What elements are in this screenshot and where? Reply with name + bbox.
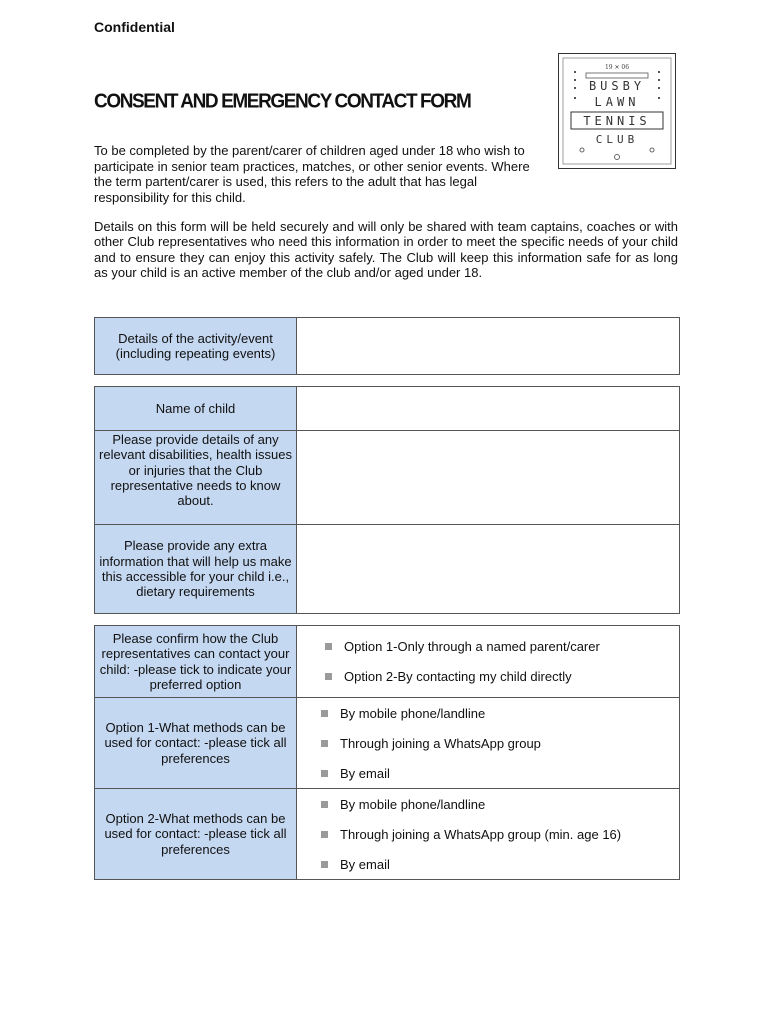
- disabilities-label: Please provide details of any relevant disabilities, health issues or injuries that the Club representative needs to know about.: [95, 431, 297, 525]
- logo-line-2: LAWN: [594, 95, 640, 109]
- child-name-input[interactable]: [297, 387, 680, 431]
- option1-method-email-label: By email: [340, 765, 390, 781]
- svg-text:19 ✕ 06: 19 ✕ 06: [604, 64, 630, 71]
- disabilities-input[interactable]: [297, 431, 680, 525]
- confidential-label: Confidential: [94, 19, 175, 35]
- option2-method-whatsapp[interactable]: [321, 819, 679, 849]
- checkbox-icon[interactable]: [325, 673, 332, 680]
- option2-method-whatsapp-label: Through joining a WhatsApp group (min. age 16): [340, 826, 622, 842]
- option1-methods-label: Option 1-What methods can be used for contact: -please tick all preferences: [95, 698, 297, 789]
- option1-method-phone[interactable]: [321, 698, 679, 728]
- option1-method-whatsapp[interactable]: [321, 728, 679, 758]
- contact-preferences-table: [94, 625, 680, 880]
- checkbox-icon[interactable]: [321, 801, 328, 808]
- activity-input[interactable]: [297, 318, 680, 375]
- data-policy-paragraph: Details on this form will be held securely and will only be shared with team captains, coaches or with other Club representatives who need this information in order to meet the specific needs of your child and to ensure they can enjoy this activity safely. The Club will keep this information safe for as long as your child is an active member of the club and/or aged under 18.: [94, 219, 678, 280]
- checkbox-icon[interactable]: [321, 710, 328, 717]
- club-logo: [558, 53, 676, 169]
- option1-methods: [297, 698, 680, 789]
- confirm-option-2[interactable]: [325, 662, 679, 692]
- activity-table: [94, 317, 680, 375]
- intro-paragraph: To be completed by the parent/carer of children aged under 18 who wish to participate in senior team practices, matches, or other senior events. Where the term partent/carer is used, this refers to the adult that has legal responsibility for this child.: [94, 143, 530, 205]
- checkbox-icon[interactable]: [321, 861, 328, 868]
- option2-methods-label: Option 2-What methods can be used for contact: -please tick all preferences: [95, 789, 297, 880]
- option1-method-whatsapp-label: Through joining a WhatsApp group: [340, 735, 541, 751]
- option2-method-phone[interactable]: [321, 789, 679, 819]
- option2-method-phone-label: By mobile phone/landline: [340, 796, 486, 812]
- checkbox-icon[interactable]: [325, 643, 332, 650]
- contact-confirm-options: [297, 626, 680, 698]
- confirm-option-1[interactable]: [325, 632, 679, 662]
- logo-line-4: CLUB: [595, 133, 639, 146]
- checkbox-icon[interactable]: [321, 740, 328, 747]
- child-details-table: [94, 386, 680, 614]
- option2-method-email[interactable]: [321, 849, 679, 879]
- checkbox-icon[interactable]: [321, 831, 328, 838]
- checkbox-icon[interactable]: [321, 770, 328, 777]
- option1-method-email[interactable]: [321, 758, 679, 788]
- confirm-option-2-label: Option 2-By contacting my child directly: [344, 669, 572, 684]
- activity-label: Details of the activity/event (including repeating events): [95, 318, 297, 375]
- option2-method-email-label: By email: [340, 856, 390, 872]
- extra-info-label: Please provide any extra information that will help us make this accessible for your child i.e., dietary requirements: [95, 525, 297, 614]
- club-logo-graphic: [562, 57, 672, 165]
- logo-line-3: TENNIS: [583, 114, 651, 128]
- option2-methods: [297, 789, 680, 880]
- contact-confirm-label: Please confirm how the Club representatives can contact your child: -please tick to indicate your preferred option: [95, 626, 297, 698]
- confirm-option-1-label: Option 1-Only through a named parent/carer: [344, 639, 600, 654]
- logo-line-1: BUSBY: [588, 79, 646, 93]
- child-name-label: Name of child: [95, 387, 297, 431]
- option1-method-phone-label: By mobile phone/landline: [340, 705, 486, 721]
- extra-info-input[interactable]: [297, 525, 680, 614]
- form-title: CONSENT AND EMERGENCY CONTACT FORM: [94, 90, 471, 113]
